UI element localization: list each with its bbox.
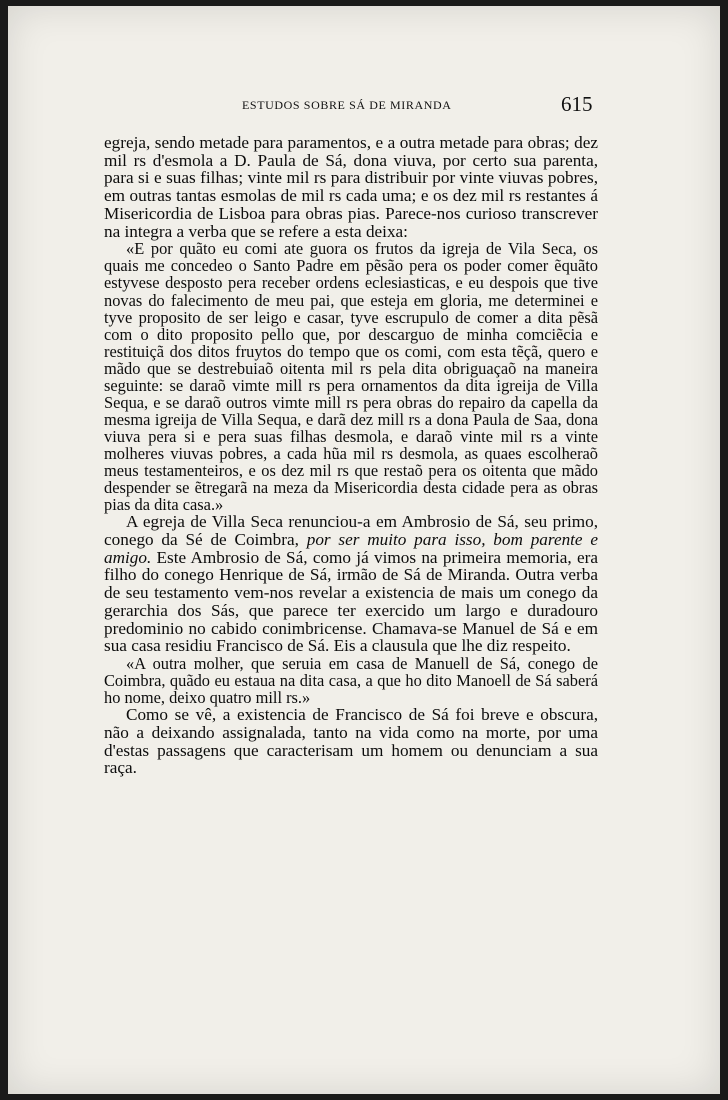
page-header — [8, 94, 720, 118]
paragraph-conclusion: Como se vê, a existencia de Francisco de Sá foi breve e obscura, não a deixando assignalada, tanto na vida como na morte, por uma d'estas passagens que caracterisam um homem ou denunciam a sua raça. — [104, 705, 598, 778]
page-number: 615 — [561, 92, 593, 116]
italic-quotation: por ser muito para isso, bom parente e amigo. — [104, 530, 598, 567]
paragraph-ambrosio-text-before: A egreja de Villa Seca renunciou-a em Ambrosio de Sá, seu primo, conego da Sé de Coimbra, — [104, 512, 598, 550]
paragraph-quote-manuel: «A outra molher, que seruia em casa de Manuell de Sá, conego de Coimbra, quãdo eu estaua na dita casa, a que ho dito Manoell de Sá saberá ho nome, deixo quatro mill rs.» — [104, 654, 598, 708]
paragraph-ambrosio-text-after: Este Ambrosio de Sá, como já vimos na primeira memoria, era filho do conego Henrique de Sá, irmão de Sá de Miranda. Outra verba de seu testamento vem-nos revelar a existencia de mais um conego da gerarchia dos Sás, que parece ter exercido um largo e duradouro predominio no cabido conimbricense. Chamava-se Manuel de Sá e em sua casa residiu Francisco de Sá. Eis a clausula que lhe diz respeito. — [104, 547, 598, 656]
body-text — [104, 134, 598, 777]
running-head: ESTUDOS SOBRE SÁ DE MIRANDA — [242, 98, 452, 112]
paragraph-continuation: egreja, sendo metade para paramentos, e a outra metade para obras; dez mil rs d'esmola a D. Paula de Sá, dona viuva, por certo sua parenta, para si e suas filhas; vinte mil rs para distribuir por vinte viuvas pobres, em outras tantas esmolas de mil rs cada uma; e os dez mil rs restantes á Misericordia de Lisboa para obras pias. Parece-nos curioso transcrever na integra a verba que se refere a esta deixa: — [104, 133, 598, 241]
book-page — [8, 6, 720, 1094]
paragraph-quote-testament: «E por quãto eu comi ate guora os frutos da igreja de Vila Seca, os quais me concedeo o Santo Padre em pẽsão pera os poder comer ẽquãto estyvese desposto pera receber ordens eclesiasticas, e eu despois que tive novas do falecimento de meu pai, que esteja em gloria, me determinei e tyve proposito de ser leigo e casar, tyve escrupulo de comer a dita pẽsã com o dito proposito pello que, por descarguo de minha comciẽcia e restituiçã dos ditos fruytos do tempo que os comi, com esta tẽçã, quero e mãdo que se destrebuiaõ oitenta mil rs pela dita obriguaçaõ na maneira seguinte: se daraõ vimte mill rs pera ornamentos da dita igreija de Villa Sequa, e se daraõ outros vimte mill rs pera obras do repairo da capella da mesma igreija de Villa Sequa, e darã dez mill rs a dona Paula de Saa, dona viuva pera si e pera suas filhas desmola, e daraõ vinte mil rs a vinte molheres viuvas pobres, a cada hũa mil rs desmola, as quaes escolheraõ meus testamenteiros, e os dez mil rs que restaõ pera os oitenta que mãdo despender se ẽtregarã na meza da Misericordia desta cidade pera as obras pias da dita casa.» — [104, 239, 598, 515]
paragraph-ambrosio — [104, 513, 598, 655]
